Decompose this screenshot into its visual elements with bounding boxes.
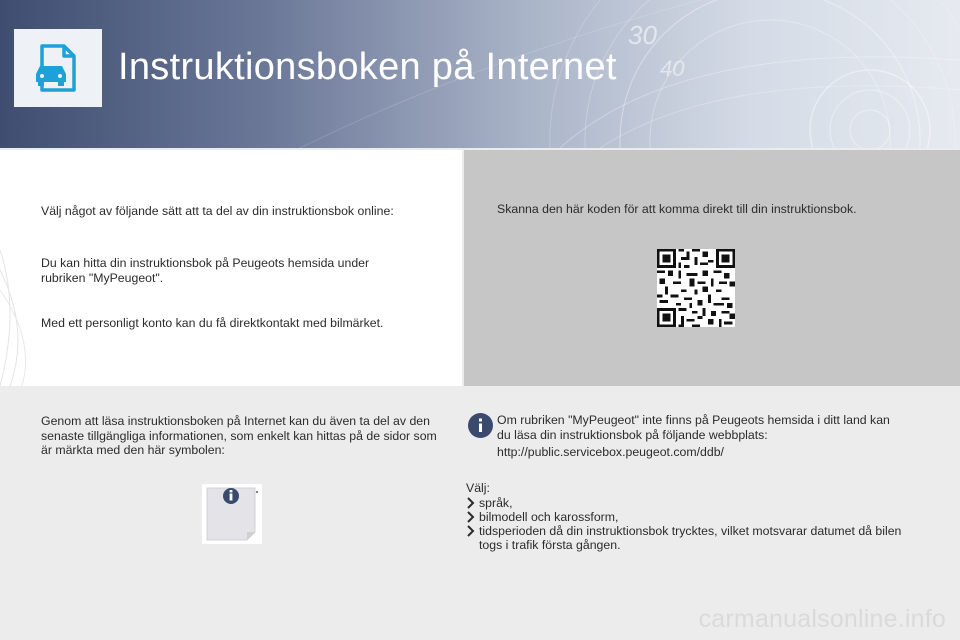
chapter-header bbox=[0, 0, 960, 148]
page-title: Instruktionsboken på Internet bbox=[118, 46, 617, 88]
list-item-label: tidsperioden då din instruktionsbok trycktes, vilket motsvarar datumet då bilen togs i trafik första gången. bbox=[479, 524, 902, 552]
header-digit-40: 40 bbox=[660, 56, 685, 81]
fallback-info-text: Om rubriken "MyPeugeot" inte finns på Peugeots hemsida i ditt land kan du läsa din instruktionsbok på följande webbplats: bbox=[497, 413, 890, 442]
list-item-label: språk, bbox=[479, 496, 513, 510]
qr-code-icon[interactable] bbox=[657, 249, 735, 327]
online-options-panel bbox=[0, 150, 462, 386]
account-text: Med ett personligt konto kan du få direktkontakt med bilmärket. bbox=[41, 316, 384, 330]
chevron-right-icon bbox=[466, 496, 476, 510]
car-manual-icon bbox=[14, 29, 102, 107]
watermark: carmanualsonline.info bbox=[698, 605, 946, 633]
list-item-label: bilmodell och karossform, bbox=[479, 510, 619, 524]
intro-text: Välj något av följande sätt att ta del av din instruktionsbok online: bbox=[41, 204, 394, 218]
scan-text: Skanna den här koden för att komma direkt till din instruktionsbok. bbox=[497, 202, 857, 216]
info-icon bbox=[468, 413, 493, 438]
info-page-icon bbox=[202, 484, 262, 544]
list-item bbox=[466, 496, 899, 510]
internet-benefit-text: Genom att läsa instruktionsboken på Internet kan du även ta del av den senaste tillgängliga informationen, som enkelt kan hittas på de sidor som är märkta med den här symbolen: bbox=[41, 414, 437, 457]
chevron-right-icon bbox=[466, 524, 476, 538]
list-item bbox=[466, 524, 909, 552]
chevron-right-icon bbox=[466, 510, 476, 524]
website-text: Du kan hitta din instruktionsbok på Peugeots hemsida under rubriken "MyPeugeot". bbox=[41, 256, 370, 285]
choose-label: Välj: bbox=[466, 481, 490, 495]
header-digit-30: 30 bbox=[628, 20, 657, 50]
list-item bbox=[466, 510, 899, 524]
selection-list bbox=[466, 496, 909, 552]
servicebox-url[interactable]: http://public.servicebox.peugeot.com/ddb/ bbox=[497, 445, 724, 459]
